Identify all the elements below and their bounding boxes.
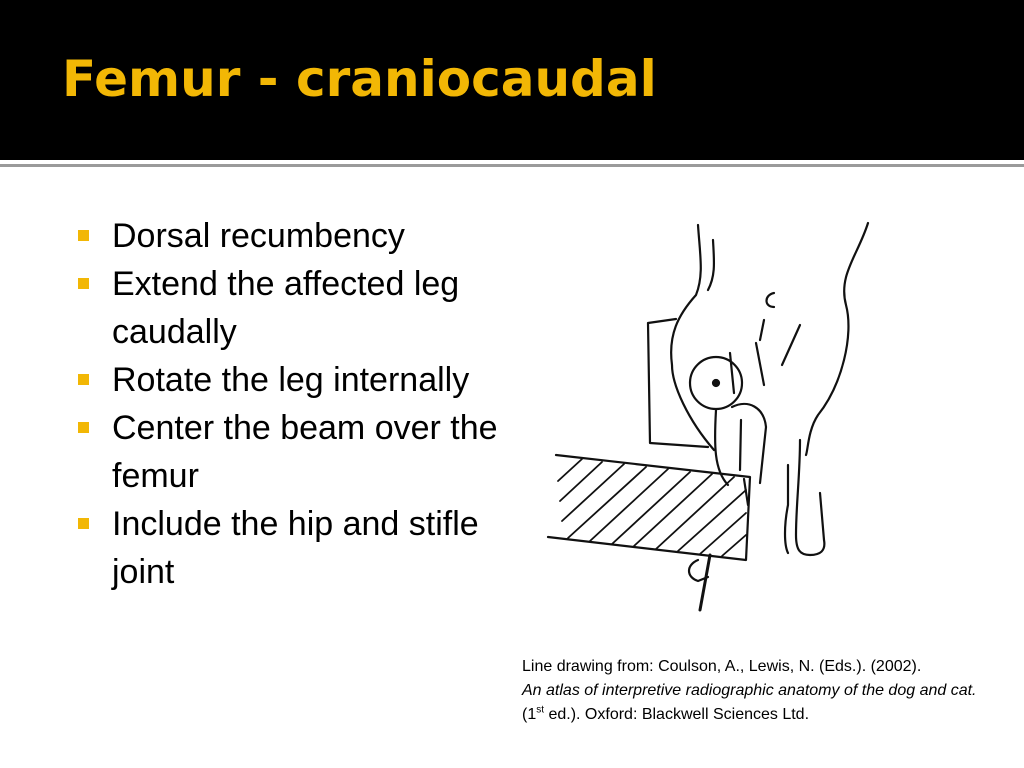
dog-femur-positioning-drawing (538, 215, 878, 635)
title-divider-gray (0, 164, 1024, 167)
citation-line-1: Line drawing from: Coulson, A., Lewis, N. (Eds.). (2002). (522, 658, 922, 675)
bullet-text: Extend the affected leg caudally (112, 265, 460, 351)
bullet-square-icon (78, 278, 89, 289)
bullet-text: Rotate the leg internally (112, 361, 470, 399)
citation-edition-pre: (1 (522, 706, 537, 723)
bullet-item (78, 212, 508, 260)
citation-edition-sup: st (536, 704, 545, 716)
bullet-square-icon (78, 374, 89, 385)
bullet-item (78, 356, 508, 404)
image-citation (522, 655, 1002, 727)
bullet-text: Center the beam over the femur (112, 409, 498, 495)
bullet-square-icon (78, 422, 89, 433)
bullet-square-icon (78, 518, 89, 529)
bullet-list (78, 212, 508, 596)
citation-book-title: An atlas of interpretive radiographic anatomy of the dog and cat. (522, 682, 977, 699)
citation-edition-post: ed.). Oxford: Blackwell Sciences Ltd. (544, 706, 810, 723)
bullet-text: Dorsal recumbency (112, 217, 405, 255)
slide-title: Femur - craniocaudal (62, 50, 657, 108)
bullet-item (78, 404, 508, 500)
bullet-item (78, 260, 508, 356)
bullet-square-icon (78, 230, 89, 241)
bullet-item (78, 500, 508, 596)
bullet-text: Include the hip and stifle joint (112, 505, 479, 591)
title-bar (0, 0, 1024, 160)
